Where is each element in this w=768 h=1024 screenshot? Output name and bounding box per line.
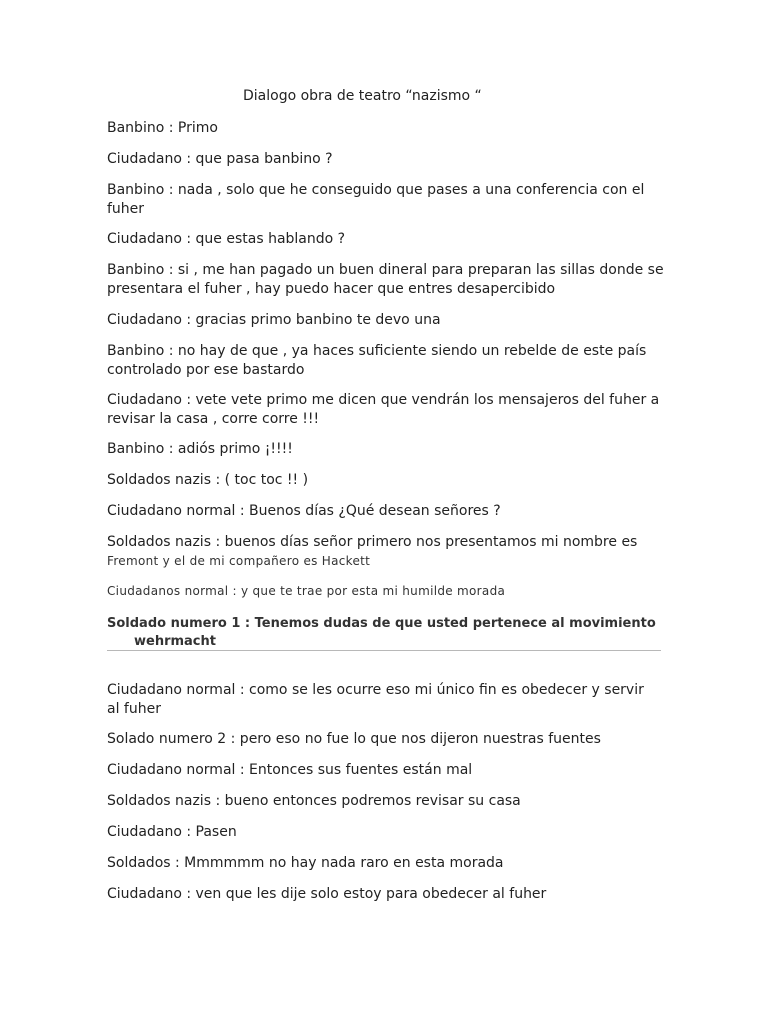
dialogue-line: Ciudadano : que pasa banbino ? bbox=[107, 151, 333, 167]
dialogue-line: Ciudadano : vete vete primo me dicen que vendrán los mensajeros del fuher a revisar la casa , corre corre !!! bbox=[107, 392, 660, 427]
dialogue-line: Ciudadano : gracias primo banbino te devo una bbox=[107, 312, 441, 328]
dialogue-line: Banbino : Primo bbox=[107, 120, 218, 136]
dialogue-line: Soldados nazis : ( toc toc !! ) bbox=[107, 472, 309, 488]
document-title: Dialogo obra de teatro “nazismo “ bbox=[243, 88, 482, 104]
dialogue-line: Banbino : nada , solo que he conseguido que pases a una conferencia con el fuher bbox=[107, 182, 645, 217]
dialogue-line: Ciudadano normal : Entonces sus fuentes están mal bbox=[107, 762, 473, 778]
dialogue-line: Solado numero 2 : pero eso no fue lo que nos dijeron nuestras fuentes bbox=[107, 731, 601, 747]
dialogue-line: Ciudadano : ven que les dije solo estoy para obedecer al fuher bbox=[107, 886, 547, 902]
dialogue-line: Soldados nazis : bueno entonces podremos revisar su casa bbox=[107, 793, 521, 809]
dialogue-line: Soldados nazis : buenos días señor primero nos presentamos mi nombre es Fremont y el de mi compañero es Hackett bbox=[107, 534, 638, 568]
dialogue-line: Banbino : no hay de que , ya haces suficiente siendo un rebelde de este país controlado por ese bastardo bbox=[107, 343, 647, 378]
section-heading: Soldado numero 1 : Tenemos dudas de que usted pertenece al movimiento wehrmacht bbox=[107, 616, 656, 649]
dialogue-line: Ciudadano normal : como se les ocurre eso mi único fin es obedecer y servir al fuher bbox=[107, 682, 644, 717]
divider bbox=[107, 650, 661, 651]
dialogue-line: Ciudadano normal : Buenos días ¿Qué desean señores ? bbox=[107, 503, 501, 519]
dialogue-line: Ciudadano : que estas hablando ? bbox=[107, 231, 346, 247]
dialogue-line: Soldados : Mmmmmm no hay nada raro en esta morada bbox=[107, 855, 504, 871]
dialogue-line: Banbino : adiós primo ¡!!!! bbox=[107, 441, 293, 457]
dialogue-line: Banbino : si , me han pagado un buen dineral para preparan las sillas donde se presentara el fuher , hay puedo hacer que entres desapercibido bbox=[107, 262, 664, 297]
dialogue-line: Ciudadanos normal : y que te trae por esta mi humilde morada bbox=[107, 584, 506, 598]
dialogue-line: Ciudadano : Pasen bbox=[107, 824, 237, 840]
